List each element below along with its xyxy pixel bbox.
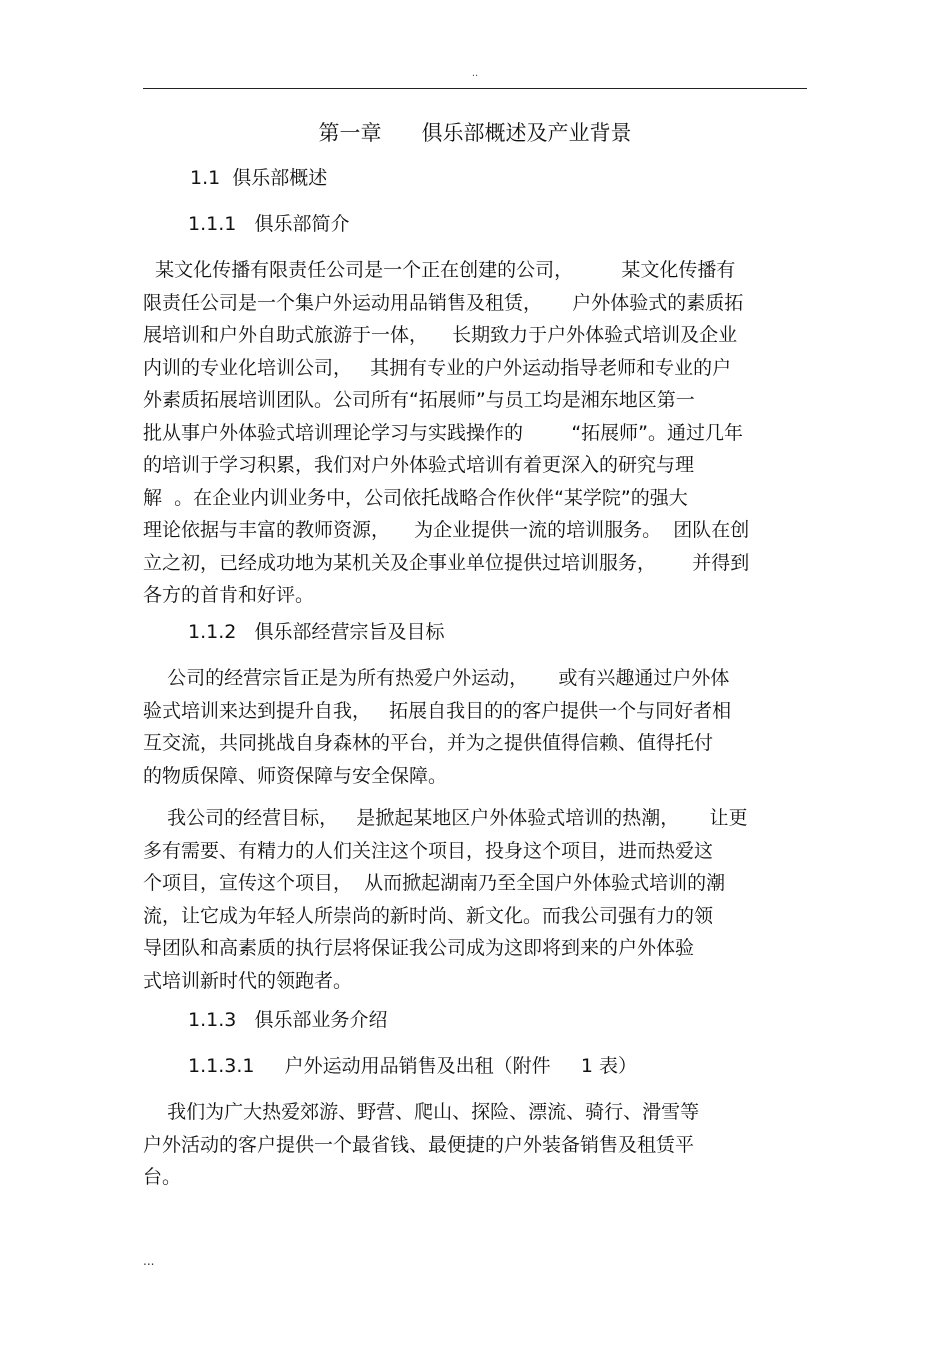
text-line: 式培训新时代的领跑者。 [143, 969, 353, 992]
text-line: 各方的首肯和好评。 [143, 584, 315, 606]
paragraph-rental-service [143, 1096, 813, 1194]
text-line: 导团队和高素质的执行层将保证我公司成为这即将到来的户外体验 [143, 937, 695, 959]
text-line: 外素质拓展培训团队。公司所有“拓展师”与员工均是湘东地区第一 [143, 389, 695, 411]
text-line: 台。 [143, 1166, 182, 1188]
chapter-title: 第一章 俱乐部概述及产业背景 [318, 121, 632, 145]
section-heading-1-1-1: 1.1.1 俱乐部简介 [188, 213, 350, 235]
text-line: 理论依据与丰富的教师资源， 为企业提供一流的培训服务。 团队在创 [143, 519, 750, 541]
text-line: 户外活动的客户提供一个最省钱、最便捷的户外装备销售及租赁平 [143, 1133, 695, 1156]
section-heading-1-1-3: 1.1.3 俱乐部业务介绍 [188, 1009, 388, 1031]
paragraph-business-goal [143, 802, 813, 997]
text-line: 内训的专业化培训公司， 其拥有专业的户外运动指导老师和专业的户 [143, 356, 732, 379]
section-heading-1-1-3-1: 1.1.3.1 户外运动用品销售及出租（附件 1 表） [188, 1055, 637, 1077]
text-line: 的培训于学习积累，我们对户外体验式培训有着更深入的研究与理 [143, 454, 695, 476]
text-line: 我们为广大热爱郊游、野营、爬山、探险、漂流、骑行、滑雪等 [143, 1101, 700, 1123]
text-line: 解 。在企业内训业务中，公司依托战略合作伙伴“某学院”的强大 [143, 486, 688, 509]
text-line: 互交流，共同挑战自身森林的平台，并为之提供值得信赖、值得托付 [143, 732, 714, 754]
text-line: 立之初，已经成功地为某机关及企事业单位提供过培训服务， 并得到 [143, 551, 750, 574]
text-line: 公司的经营宗旨正是为所有热爱户外运动， 或有兴趣通过户外体 [143, 667, 730, 689]
header-rule [143, 88, 807, 89]
text-line: 的物质保障、师资保障与安全保障。 [143, 764, 448, 787]
text-line: 流，让它成为年轻人所崇尚的新时尚、新文化。而我公司强有力的领 [143, 904, 714, 927]
text-line: 我公司的经营目标， 是掀起某地区户外体验式培训的热潮， 让更 [143, 807, 748, 829]
text-line: 某文化传播有限责任公司是一个正在创建的公司， 某文化传播有 [143, 259, 736, 281]
footer-mark: ... [143, 1254, 155, 1268]
text-line: 个项目，宣传这个项目， 从而掀起湖南乃至全国户外体验式培训的潮 [143, 872, 726, 894]
text-line: 验式培训来达到提升自我， 拓展自我目的的客户提供一个与同好者相 [143, 699, 732, 722]
text-line: 展培训和户外自助式旅游于一体， 长期致力于户外体验式培训及企业 [143, 324, 738, 346]
section-heading-1-1: 1.1 俱乐部概述 [190, 167, 328, 189]
text-line: 多有需要、有精力的人们关注这个项目，投身这个项目，进而热爱这 [143, 839, 714, 862]
text-line: 限责任公司是一个集户外运动用品销售及租赁， 户外体验式的素质拓 [143, 291, 744, 314]
header-mark: .. [471, 68, 479, 79]
paragraph-club-intro [143, 254, 813, 612]
paragraph-business-purpose [143, 662, 813, 792]
section-heading-1-1-2: 1.1.2 俱乐部经营宗旨及目标 [188, 621, 445, 643]
text-line: 批从事户外体验式培训理论学习与实践操作的 “拓展师”。通过几年 [143, 421, 744, 444]
